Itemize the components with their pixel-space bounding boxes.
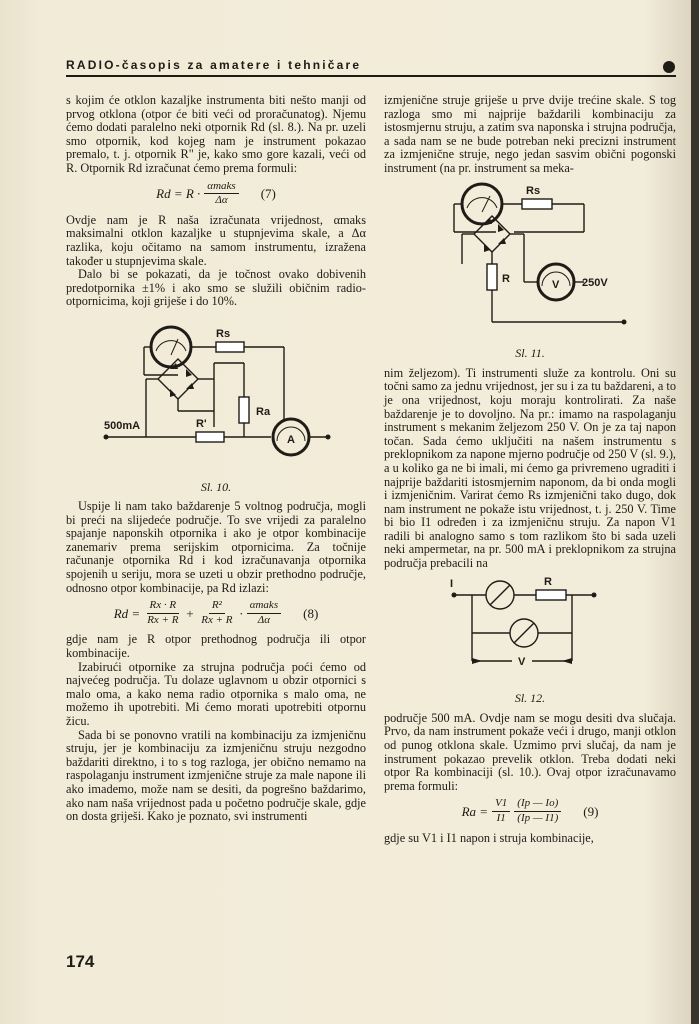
paragraph: nim željezom). Ti instrumenti služe za kontrolu. Oni su točni samo za jednu vrijednost, jer su i za tu baždareni, a to je ona vrijednost, koju moraju kontrolirati. Za naše baždarenje je to dovoljno. Na pr.: imamo na raspolaganju instrument s mekanim željezom 250 V. On je za taj napon točan. Sada ćemo uključiti na našem instrumentu s preklopnikom za napone mjerno područje od 250 V (sl. 9.), a u koliko ga ne bi imali, mi ćemo ga privremeno ugraditi i najprije baždariti istosmjernim naponom, da bi onda mogli i izmjeničnim. Varirat ćemo Rs izmjenični tako dugo, dok nam instrument ne pokaže istu vrijednost, t. j. 250 V. Time bi bio I1 određen i za izmjeničnu struju. Za napon V1 radili bi analogno samo s tom razlikom što bi sada uzeli neki ampermetar, na pr. 500 mA i preklopnikom za strujna područja prebacili na [384, 365, 676, 571]
figure-10 [66, 315, 366, 494]
fraction: $\frac{\text{αmaks}}{\Delta\alpha}$ [204, 180, 238, 208]
figure-11 [384, 182, 676, 361]
header-rule [66, 75, 676, 77]
current-i-label: I [450, 577, 454, 590]
resistor-r-label: R [502, 272, 510, 285]
paragraph: Dalo bi se pokazati, da je točnost ovako dobivenih predotpornika ±1% i ako smo se služili običnim radio-otpornicima, koji griješe i do 10%. [66, 267, 366, 309]
paragraph: s kojim će otklon kazaljke instrumenta biti nešto manji od prvog otklona (otpor će biti veći od proračunatog). Njemu ćemo dodati paralelno neki otpornik Rd (sl. 8.). Na pr. uzeli smo otpornik, kod kojeg nam je instrument pokazao premalo, t. j. otpornik R" je, kako smo gore kazali, veći od R. Otpornik Rd izračunat ćemo prema formuli: [66, 93, 366, 175]
resistor-rs-label: Rs [216, 327, 231, 340]
circuit-diagram-10 [66, 315, 366, 475]
circuit-diagram-12 [384, 577, 676, 687]
formula-7: Rd = R · $\frac{\text{αmaks}}{\Delta\alpha}$ (7) [156, 179, 276, 207]
paragraph: gdje su V1 i I1 napon i struja kombinacije, [384, 830, 594, 845]
journal-title: RADIO-časopis za amatere i tehničare [66, 58, 362, 72]
equation-number: (9) [583, 803, 599, 819]
formula-8: Rd = $\frac{Rx \cdot R}{Rx + R}$ + $\frac{\text{R²}}{Rx + R}$ · $\frac{\text{αmaks}}{\Delta\alpha}$ (8) [113, 599, 319, 626]
resistor-r-label: R [544, 576, 552, 588]
circuit-diagram-11 [384, 182, 676, 342]
formula-9: Ra = $\frac{V1}{I1}$ $\frac{(Ip — Io)}{(Ip — I1)}$ (9) [461, 797, 599, 824]
page-number: 174 [66, 952, 95, 971]
figure-caption: Sl. 12. [514, 691, 546, 706]
current-range-label: 500mA [104, 419, 141, 432]
figure-caption: Sl. 10. [200, 479, 232, 494]
paragraph: gdje nam je R otpor prethodnog područja ili otpor kombinacije. [66, 632, 366, 661]
resistor-r-prime-label: R' [196, 417, 207, 430]
voltage-v-label: V [518, 655, 526, 668]
left-column [66, 94, 366, 824]
paragraph: Uspije li nam tako baždarenje 5 voltnog područja, mogli bi preći na slijedeće područje. To sve vrijedi za paralelno spajanje naponskih otpornika i ako je otpor kombinacije zanemariv prema serijskim otpornicima. Za točnije računanje otpornika Rd i kod izračunavanja otpornika spojenih u seriju, mora se uzeti u obzir prethodno područje, odnosno otpor kombinacije, pa Rd izlazi: [66, 499, 366, 595]
equation-number: (8) [303, 605, 319, 621]
resistor-ra-label: Ra [256, 405, 271, 418]
figure-12 [384, 577, 676, 706]
figure-caption: Sl. 11. [515, 346, 545, 361]
ammeter-label: A [287, 433, 295, 446]
equation-number: (7) [260, 185, 276, 201]
header-bullet-icon [663, 61, 675, 73]
resistor-rs-label: Rs [526, 184, 541, 197]
paragraph: područje 500 mA. Ovdje nam se mogu desiti dva slučaja. Prvo, da nam instrument pokaže veći i drugo, manji otklon od punog otklona skale. Uzmimo prvi slučaj, da nam je instrument pokazao prevelik otklon. Treba dodati neki otpor Ra kombinaciji (sl. 10.). Ovaj otpor izračunavamo prema formuli: [384, 710, 676, 793]
voltmeter-label: V [552, 278, 560, 291]
paragraph: izmjenične struje griješe u prve dvije trećine skale. S tog razloga smo mi najprije baždarili kombinaciju za istosmjernu struju, a zatim sva naponska i strujna područja, a sada nam se ne bude potreban neki precizni instrument za izmjenične struje, nego jedan sasvim obični pogonski instrument (na pr. instrument sa meka- [384, 93, 676, 175]
right-column [384, 94, 676, 845]
paragraph: Sada bi se ponovno vratili na kombinaciju za izmjeničnu struju, jer je kombinaciju za izmjeničnu struju nezgodno baždariti direktno, i to s tog razloga, jer obično nemamo na raspolaganju instrument izmjenične struje za male napone ili ako imademo, može nam se desiti, da pogrešno baždarimo, ako nam naša vrijednost pada u početno područje skale, gdje on dosta griješi. Kako je poznato, svi instrumenti [66, 727, 366, 824]
voltage-value-label: 250V [582, 276, 608, 289]
paragraph: Ovdje nam je R naša izračunata vrijednost, αmaks maksimalni otklon kazaljke u stupnjevima skale, a Δα razlika, koju očitamo na samom instrumentu, izražena također u stupnjevima skale. [66, 212, 366, 268]
paragraph: Izabirući otpornike za strujna područja poći ćemo od najvećeg područja. Tu dolaze uglavnom u obzir otpornici s malo oma, a kako nema radio otpornika s malo oma, ne možemo ih upotrebiti. Mi ćemo morati upotrebiti otpornu žicu. [66, 659, 366, 728]
page-binding-edge [691, 0, 699, 1024]
running-header [66, 58, 666, 76]
